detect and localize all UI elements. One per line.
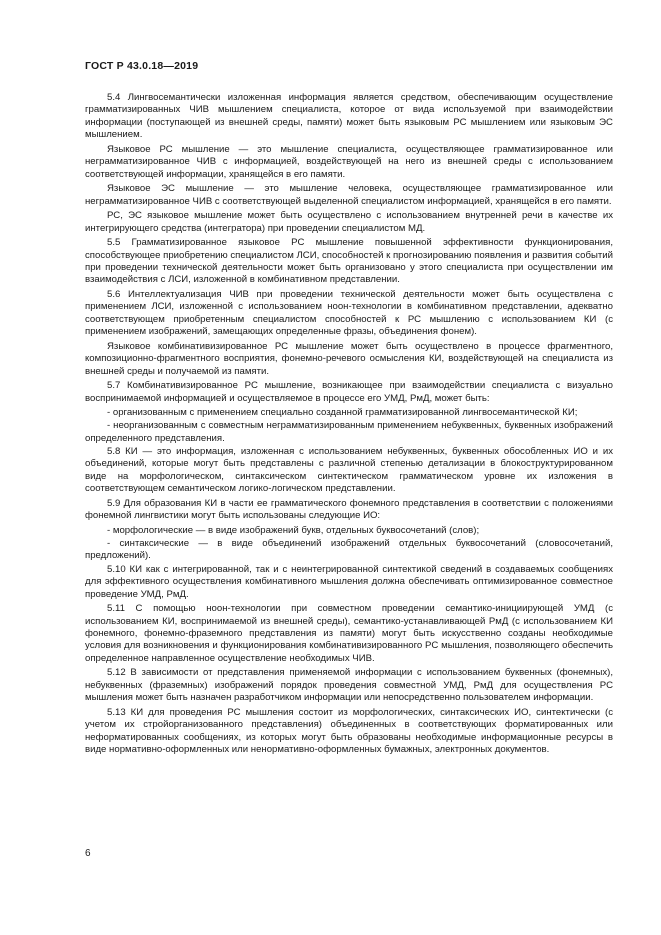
paragraph-integrator: РС, ЭС языковое мышление может быть осуществлено с использованием внутренней речи в качестве их интегрирующего средства (интегратора) при проведении специалистом МД. [85,210,613,234]
list-item: - организованным с применением специально созданной грамматизированной лингвосемантической КИ; [107,407,578,419]
paragraph-5-13: 5.13 КИ для проведения РС мышления состоит из морфологических, синтаксических ИО, синтектически (с учетом их стройорганизованного представления) объединенных в соответствующих форматированных или неформатированных сообщениях, из которых могут быть образованы необходимые информационные ресурсы в виде нормативно-оформленных или ненормативно-оформленных бумажных, электронных документов. [85,706,613,755]
document-header: ГОСТ Р 43.0.18—2019 [85,60,199,72]
paragraph-es-definition: Языковое ЭС мышление — это мышление человека, осуществляющее грамматизированное или неграмматизированное ЧИВ с соответствующей выделенной специалистом информацией, хранящейся в его памяти. [85,183,613,207]
paragraph-5-11: 5.11 С помощью ноон-технологии при совместном проведении семантико-инициирующей УМД (с использованием КИ, воспринимаемой из внешней среды), семантико-устанавливающей РмД (с использованием КИ фонемного, фонемно-фраземного представления из памяти) могут быть искусственно созданы необходимые условия для возникновения и функционирования комбинативизированного РС мышления, позволяющего обеспечить определенное направленное осуществление необходимых ЧИВ. [85,603,613,664]
page-number: 6 [85,848,91,859]
list-item: - неорганизованным с совместным неграмматизированным применением небуквенных, буквенных изображений определенного представления. [85,420,613,444]
paragraph-5-7: 5.7 Комбинативизированное РС мышление, возникающее при взаимодействии специалиста с визуально воспринимаемой информацией и осуществляемое в процессе его УМД, РмД, может быть: [85,380,613,404]
paragraph-5-4: 5.4 Лингвосемантически изложенная информация является средством, обеспечивающим осуществление грамматизированных ЧИВ мышлением специалиста, которое от вида используемой при взаимодействии информации (поступающей из внешней среды, памяти) может быть языковым РС мышлением или языковым ЭС мышлением. [85,92,613,141]
paragraph-5-5: 5.5 Грамматизированное языковое РС мышление повышенной эффективности функционирования, способствующее приобретению специалистом ЛСИ, способностей к прогнозированию появления и развития событий при проведении технической деятельности может быть организовано у этого специалиста при осуществлении им взаимодействия с ЛСИ, изложенной в комбинативном представлении. [85,237,613,286]
paragraph-5-6: 5.6 Интеллектуализация ЧИВ при проведении технической деятельности может быть осуществлена с применением ЛСИ, изложенной с использованием ноон-технологии в комбинативном представлении, адекватно соответствующем приобретенным специалистом способностей к РС мышлению с использованием КИ (с применением изображений, замещающих определенные фразы, объединения фонем). [85,289,613,338]
paragraph-5-10: 5.10 КИ как с интегрированной, так и с неинтегрированной синтектикой сведений в создаваемых сообщениях для эффективного осуществления комбинативного мышления должна обеспечивать оптимизированное совместное проведение УМД, РмД. [85,563,613,600]
paragraph-5-8: 5.8 КИ — это информация, изложенная с использованием небуквенных, буквенных обособленных ИО и их объединений, которые могут быть представлены с различной степенью детализации в блокоструктурированном виде на морфологическом, синтаксическом синтектическом грамматическом уровне их изложения в соответствующем семантическом логико-логическом представлении. [85,446,613,495]
paragraph-rs-definition: Языковое РС мышление — это мышление специалиста, осуществляющее грамматизированное или неграмматизированное ЧИВ с информацией, воздействующей на него из внешней среды с использованием соответствующей информации, хранящейся в его памяти. [85,143,613,180]
list-item: - синтаксические — в виде объединений изображений отдельных буквосочетаний (словосочетаний, предложений). [85,538,613,562]
document-body [85,92,613,759]
paragraph-5-12: 5.12 В зависимости от представления применяемой информации с использованием буквенных (фонемных), небуквенных (фраземных) изображений порядок проведения совместной УМД, РмД для осуществления РС мышления может быть назначен разработчиком информации или непосредственно пользователем информации. [85,667,613,704]
list-item: - морфологические — в виде изображений букв, отдельных буквосочетаний (слов); [107,524,480,536]
paragraph-5-9: 5.9 Для образования КИ в части ее грамматического фонемного представления в соответствии с положениями фонемной лингвистики могут быть использованы следующие ИО: [85,497,613,522]
paragraph-combinative-rs: Языковое комбинативизированное РС мышление может быть осуществлено в процессе фрагментного, композиционно-фрагментного восприятия, фонемно-речевого осмысления КИ, воздействующей на специалиста из внешней среды и получаемой из памяти. [85,340,613,377]
